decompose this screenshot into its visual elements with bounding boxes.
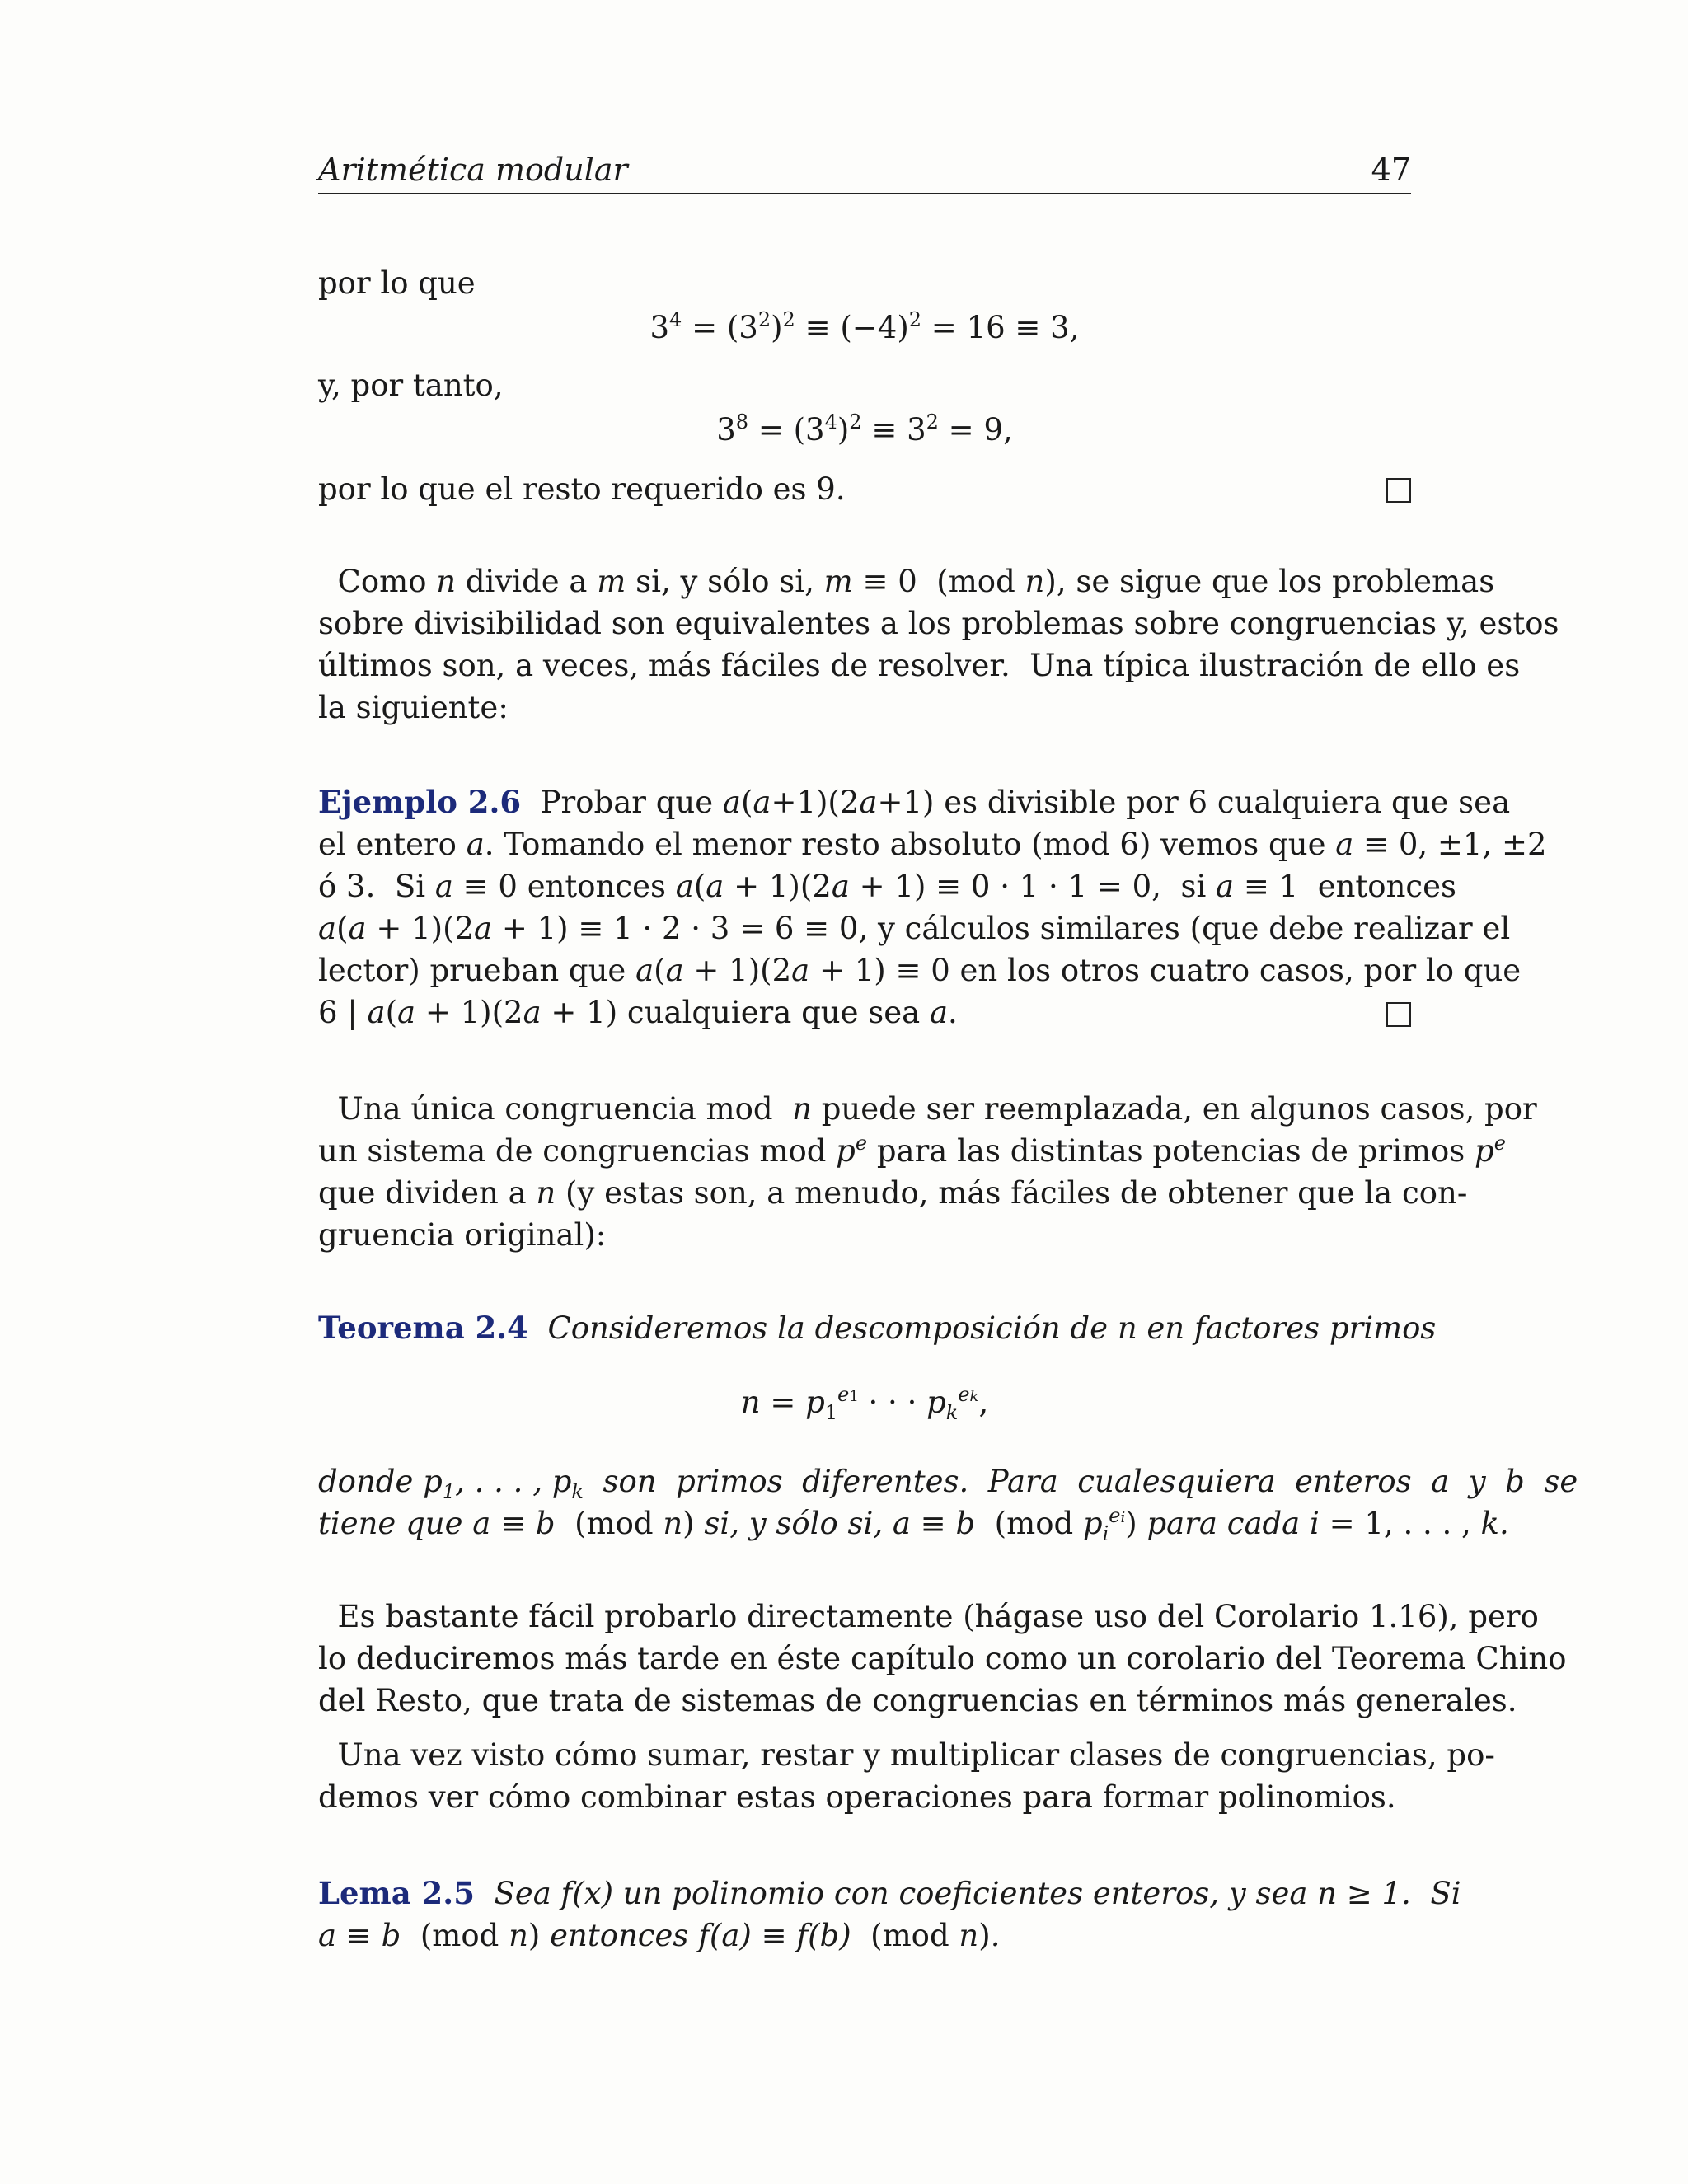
paragraph-resto: por lo que el resto requerido es 9. xyxy=(318,471,846,507)
lemma-heading: Lema 2.5 xyxy=(318,1875,475,1911)
qed-symbol xyxy=(1386,1002,1411,1027)
paragraph-polinomios: Una vez visto cómo sumar, restar y multiplicar clases de congruencias, po- demos ver cómo combinar estas operaciones para formar polinomios. xyxy=(318,1737,1495,1815)
paragraph-divisibilidad: Como n divide a m si, y sólo si, m ≡ 0 (mod n), se sigue que los problemas sobre divisibilidad son equivalentes a los problemas sobre congruencias y, estos últimos son, a veces, más fáciles de resolver. Una típica ilustración de ello es la siguiente: xyxy=(318,564,1559,725)
equation-3-8: $3^8 = (3^4)^2 \equiv 3^2 = 9$, xyxy=(716,410,1013,448)
equation-factorizacion: $n = p_1^{e1}$ · · · $p_k^{ek}$, xyxy=(740,1383,989,1424)
running-header xyxy=(318,148,1411,194)
theorem-2-4-intro xyxy=(318,1307,1437,1349)
paragraph-congruencia-unica: Una única congruencia mod n puede ser reemplazada, en algunos casos, por un sistema de congruencias mod $p^e$ para las distintas potencias de primos $p^e$ que dividen a n (y estas son, a menudo, más fáciles de obtener que la con- gruencia original): xyxy=(318,1091,1537,1253)
paragraph-por-lo-que: por lo que xyxy=(318,265,476,301)
lemma-2-5: Lema 2.5 Sea f(x) un polinomio con coeficientes enteros, y sea n ≥ 1. Si a ≡ b (mod n) entonces f(a) ≡ f(b) (mod n). xyxy=(318,1875,1461,1953)
theorem-intro-text: Consideremos la descomposición de n en factores primos xyxy=(547,1310,1437,1346)
paragraph-por-tanto: y, por tanto, xyxy=(318,368,504,403)
equation-3-4: $3^4 = (3^2)^2 \equiv (-4)^2 = 16 \equiv 3$, xyxy=(649,308,1080,345)
theorem-heading: Teorema 2.4 xyxy=(318,1310,528,1346)
example-2-6: Ejemplo 2.6 Probar que a(a+1)(2a+1) es divisible por 6 cualquiera que sea el entero a. Tomando el menor resto absoluto (mod 6) vemos que a ≡ 0, ±1, ±2 ó 3. Si a ≡ 0 entonces a(a + 1)(2a + 1) ≡ 0 · 1 · 1 = 0, si a ≡ 1 entonces a(a + 1)(2a + 1) ≡ 1 · 2 · 3 = 6 ≡ 0, y cálculos similares (que debe realizar el lector) prueban que a(a + 1)(2a + 1) ≡ 0 en los otros cuatro casos, por lo que 6 | a(a + 1)(2a + 1) cualquiera que sea a. xyxy=(318,784,1547,1030)
running-title: Aritmética modular xyxy=(318,152,628,188)
example-heading: Ejemplo 2.6 xyxy=(318,784,522,820)
paragraph-corolario: Es bastante fácil probarlo directamente (hágase uso del Corolario 1.16), pero lo deduciremos más tarde en éste capítulo como un corolario del Teorema Chino del Resto, que trata de sistemas de congruencias en términos más generales. xyxy=(318,1599,1567,1718)
theorem-2-4-body: donde $p_1$, . . . , $p_k$ son primos diferentes. Para cualesquiera enteros a y b se tiene que a ≡ b (mod n) si, y sólo si, a ≡ b (mod $p_i^{ei}$) para cada i = 1, . . . , k. xyxy=(318,1464,1578,1545)
page-number: 47 xyxy=(1371,152,1411,188)
qed-symbol xyxy=(1386,478,1411,503)
